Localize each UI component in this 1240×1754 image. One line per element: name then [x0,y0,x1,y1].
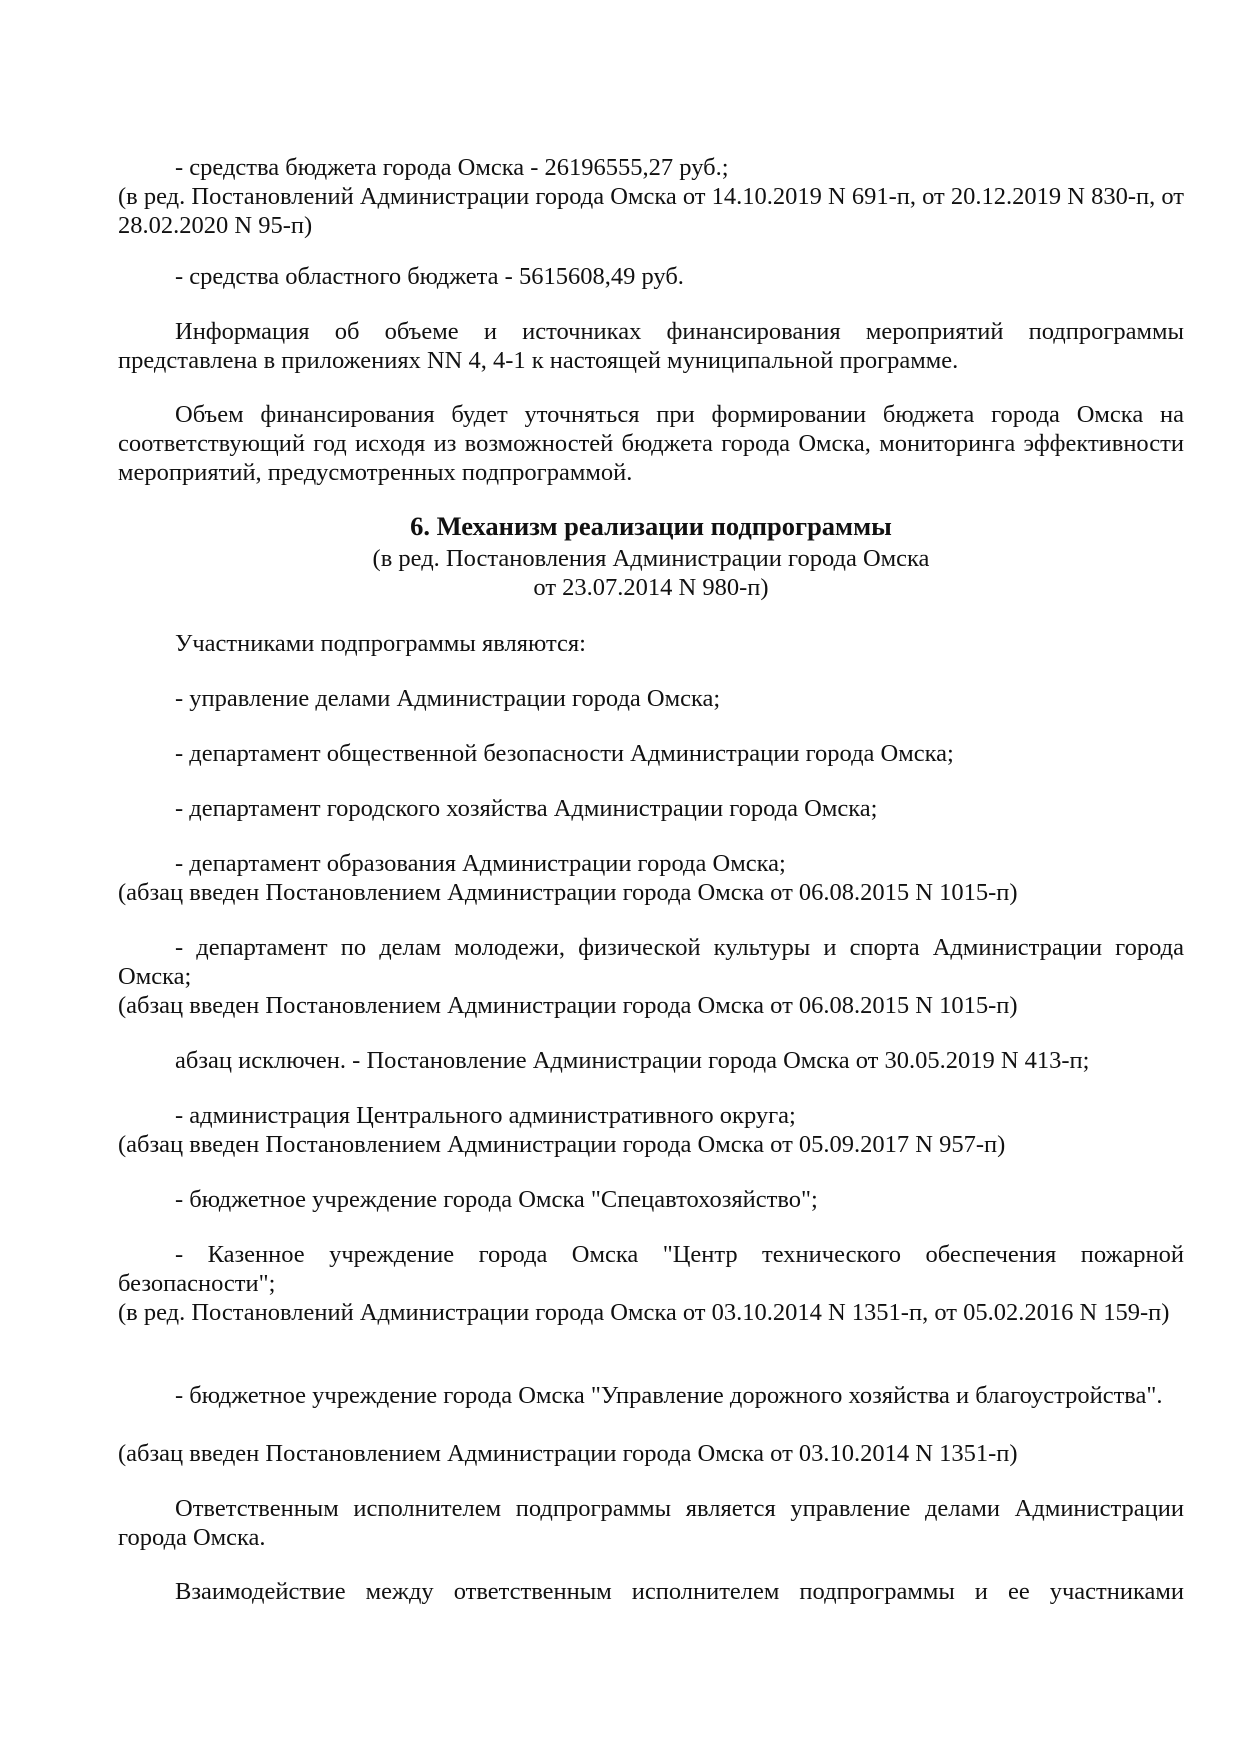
participant-item: - департамент по делам молодежи, физической культуры и спорта Администрации города Омска; [118,934,1184,990]
section-6-amendment-note [118,544,1184,602]
participant-item: - бюджетное учреждение города Омска "Управление дорожного хозяйства и благоустройства". [175,1382,1163,1409]
funding-regional-budget: - средства областного бюджета - 5615608,49 руб. [175,263,684,290]
funding-city-budget-amendment-note: (в ред. Постановлений Администрации города Омска от 14.10.2019 N 691-п, от 20.12.2019 N 830-п, от 28.02.2020 N 95-п) [118,183,1184,239]
section-6-amendment-line-2: от 23.07.2014 N 980-п) [533,574,769,601]
participant-item-note: (абзац введен Постановлением Администрации города Омска от 05.09.2017 N 957-п) [118,1131,1006,1158]
participant-item-note: (абзац введен Постановлением Администрации города Омска от 06.08.2015 N 1015-п) [118,992,1018,1019]
participant-item: - администрация Центрального административного округа; [175,1102,796,1129]
funding-city-budget: - средства бюджета города Омска - 26196555,27 руб.; [175,154,729,181]
responsible-executor-paragraph: Ответственным исполнителем подпрограммы является управление делами Администрации города Омска. [118,1495,1184,1551]
excluded-paragraph-note: абзац исключен. - Постановление Администрации города Омска от 30.05.2019 N 413-п; [175,1047,1090,1074]
document-page [118,0,1184,1754]
participant-item-note: (абзац введен Постановлением Администрации города Омска от 06.08.2015 N 1015-п) [118,879,1018,906]
funding-volume-paragraph: Объем финансирования будет уточняться при формировании бюджета города Омска на соответствующий год исходя из возможностей бюджета города Омска, мониторинга эффективности мероприятий, предусмотренных подпрограммой. [118,401,1184,486]
participant-item: - управление делами Администрации города Омска; [175,685,721,712]
participant-item-note: (в ред. Постановлений Администрации города Омска от 03.10.2014 N 1351-п, от 05.02.2016 N 159-п) [118,1299,1170,1326]
participants-intro: Участниками подпрограммы являются: [175,630,586,657]
participant-item: - департамент городского хозяйства Администрации города Омска; [175,795,878,822]
section-6-amendment-line-1: (в ред. Постановления Администрации города Омска [372,545,930,572]
section-6-heading: 6. Механизм реализации подпрограммы [410,511,892,541]
interaction-paragraph: Взаимодействие между ответственным исполнителем подпрограммы и ее участниками [175,1578,1184,1605]
participant-item: - департамент общественной безопасности Администрации города Омска; [175,740,954,767]
participant-item: - Казенное учреждение города Омска "Центр технического обеспечения пожарной безопасности"; [118,1241,1184,1297]
participant-item: - бюджетное учреждение города Омска "Спецавтохозяйство"; [175,1186,818,1213]
participant-item: - департамент образования Администрации города Омска; [175,850,786,877]
funding-info-paragraph: Информация об объеме и источниках финансирования мероприятий подпрограммы представлена в приложениях NN 4, 4-1 к настоящей муниципальной программе. [118,318,1184,374]
participant-item-note: (абзац введен Постановлением Администрации города Омска от 03.10.2014 N 1351-п) [118,1440,1018,1467]
